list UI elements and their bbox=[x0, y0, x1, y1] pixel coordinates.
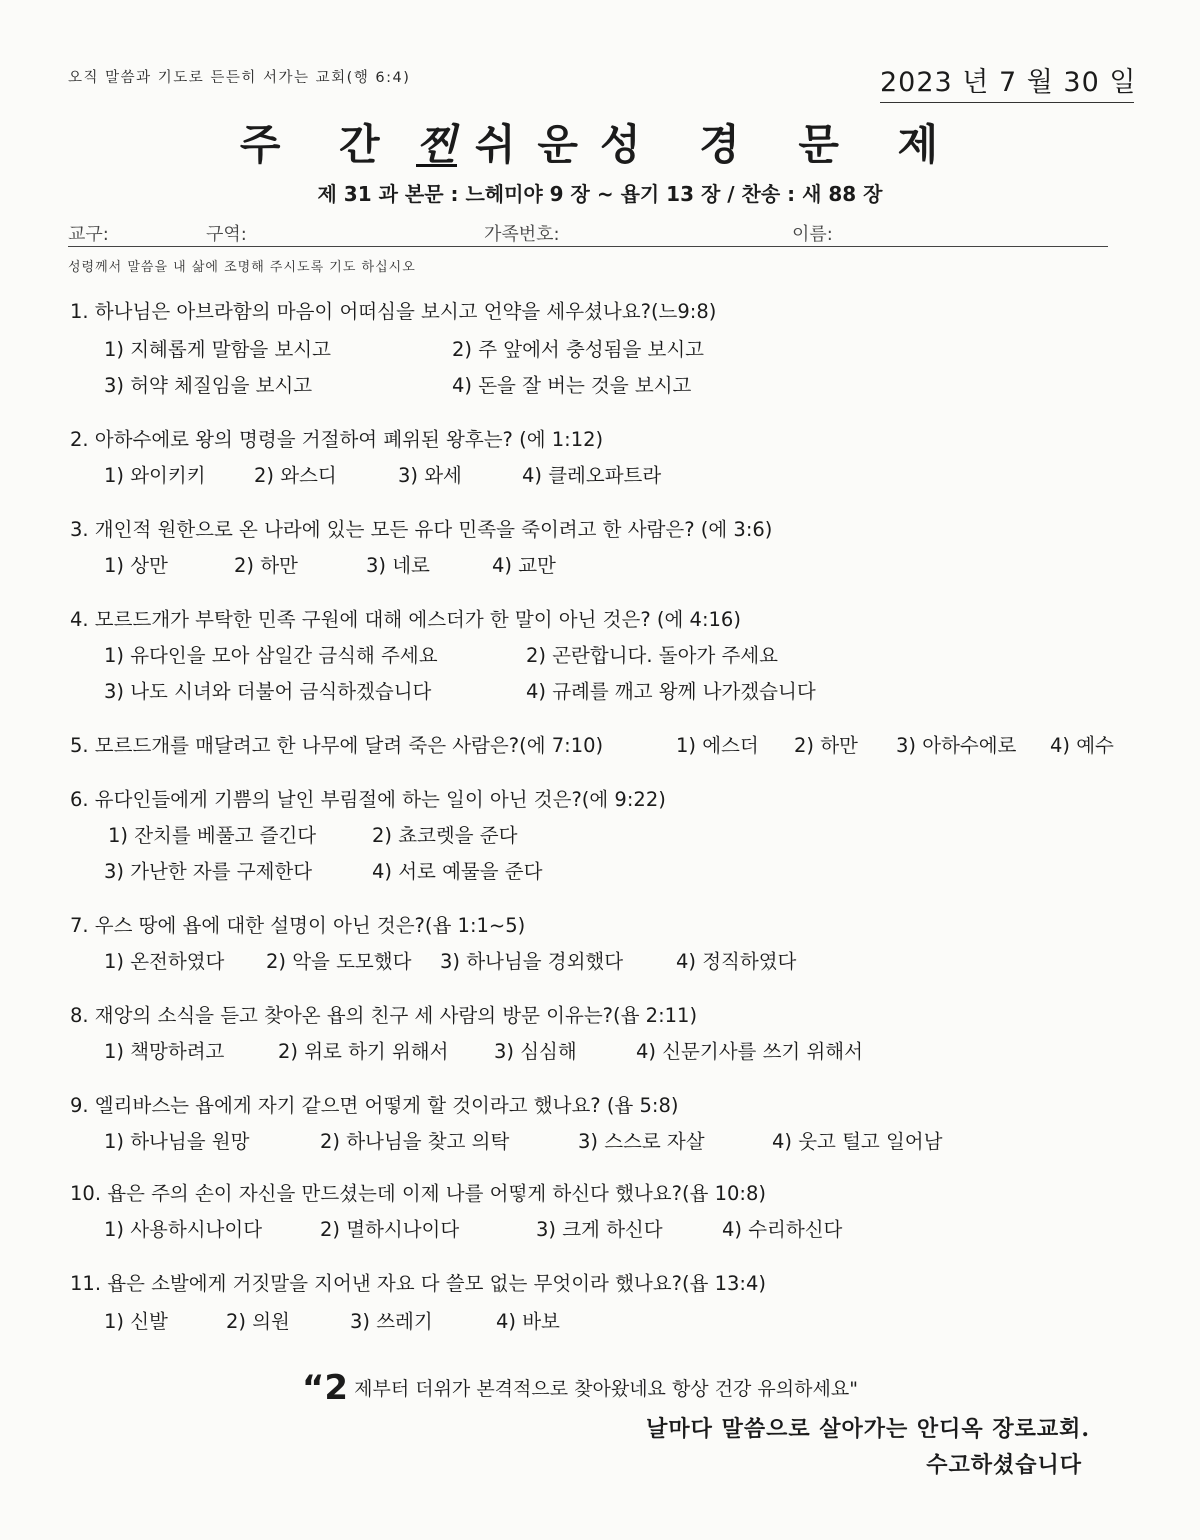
option-4[interactable]: 4) 바보 bbox=[496, 1310, 560, 1333]
quote-open: “ bbox=[302, 1368, 325, 1408]
question-text: 2. 아하수에로 왕의 명령을 거절하여 폐위된 왕후는? (에 1:12) bbox=[70, 428, 604, 451]
title-part2: 쉬운성 경 문 제 bbox=[474, 120, 961, 169]
option-3[interactable]: 3) 와세 bbox=[398, 464, 462, 487]
title-part1: 주 간 bbox=[239, 120, 402, 169]
option-4[interactable]: 4) 웃고 털고 일어남 bbox=[772, 1130, 943, 1153]
option-3[interactable]: 3) 네로 bbox=[366, 554, 430, 577]
option-4[interactable]: 4) 수리하신다 bbox=[722, 1218, 843, 1241]
option-3[interactable]: 3) 아하수에로 bbox=[896, 734, 1017, 757]
option-3[interactable]: 3) 쓰레기 bbox=[350, 1310, 433, 1333]
option-3[interactable]: 3) 가난한 자를 구제한다 bbox=[104, 860, 313, 883]
district-field[interactable]: 교구: bbox=[68, 224, 109, 245]
option-1[interactable]: 1) 사용하시나이다 bbox=[104, 1218, 263, 1241]
option-4[interactable]: 4) 예수 bbox=[1050, 734, 1114, 757]
question-text: 4. 모르드개가 부탁한 민족 구원에 대해 에스더가 한 말이 아닌 것은? (에 4:16) bbox=[70, 608, 741, 631]
closing-message bbox=[0, 1368, 1160, 1408]
option-2[interactable]: 2) 주 앞에서 충성됨을 보시고 bbox=[452, 338, 705, 361]
option-1[interactable]: 1) 에스더 bbox=[676, 734, 759, 757]
quote-text: 제부터 더위가 본격적으로 찾아왔네요 항상 건강 유의하세요" bbox=[348, 1378, 858, 1400]
option-1[interactable]: 1) 하나님을 원망 bbox=[104, 1130, 250, 1153]
title-handwritten: 찐 bbox=[416, 120, 457, 169]
quiz-date: 2023 년 7 월 30 일 bbox=[880, 60, 1134, 103]
question-text: 1. 하나님은 아브라함의 마음이 어떠심을 보시고 언약을 세우셨나요?(느9:8) bbox=[70, 300, 717, 323]
option-3[interactable]: 3) 심심해 bbox=[494, 1040, 577, 1063]
option-4[interactable]: 4) 교만 bbox=[492, 554, 556, 577]
option-4[interactable]: 4) 규례를 깨고 왕께 나가겠습니다 bbox=[526, 680, 816, 703]
option-3[interactable]: 3) 나도 시녀와 더불어 금식하겠습니다 bbox=[104, 680, 432, 703]
option-1[interactable]: 1) 책망하려고 bbox=[104, 1040, 225, 1063]
option-1[interactable]: 1) 상만 bbox=[104, 554, 168, 577]
option-2[interactable]: 2) 하만 bbox=[234, 554, 298, 577]
option-1[interactable]: 1) 온전하였다 bbox=[104, 950, 225, 973]
question-text: 10. 욥은 주의 손이 자신을 만드셨는데 이제 나를 어떻게 하신다 했나요?(욥 10:8) bbox=[70, 1182, 766, 1205]
option-4[interactable]: 4) 돈을 잘 버는 것을 보시고 bbox=[452, 374, 692, 397]
option-2[interactable]: 2) 하만 bbox=[794, 734, 858, 757]
option-2[interactable]: 2) 악을 도모했다 bbox=[266, 950, 412, 973]
option-3[interactable]: 3) 크게 하신다 bbox=[536, 1218, 663, 1241]
option-2[interactable]: 2) 의원 bbox=[226, 1310, 290, 1333]
option-2[interactable]: 2) 쵸코렛을 준다 bbox=[372, 824, 518, 847]
option-3[interactable]: 3) 허약 체질임을 보시고 bbox=[104, 374, 313, 397]
question-text: 3. 개인적 원한으로 온 나라에 있는 모든 유다 민족을 죽이려고 한 사람은? (에 3:6) bbox=[70, 518, 773, 541]
option-1[interactable]: 1) 와이키키 bbox=[104, 464, 206, 487]
info-fields-row bbox=[68, 218, 1108, 247]
question-text: 8. 재앙의 소식을 듣고 찾아온 욥의 친구 세 사람의 방문 이유는?(욥 2:11) bbox=[70, 1004, 698, 1027]
option-2[interactable]: 2) 와스디 bbox=[254, 464, 337, 487]
option-4[interactable]: 4) 서로 예물을 준다 bbox=[372, 860, 543, 883]
option-1[interactable]: 1) 신발 bbox=[104, 1310, 168, 1333]
option-4[interactable]: 4) 정직하였다 bbox=[676, 950, 797, 973]
family-number-field[interactable]: 가족번호: bbox=[484, 224, 560, 245]
option-2[interactable]: 2) 곤란합니다. 돌아가 주세요 bbox=[526, 644, 779, 667]
church-motto: 오직 말씀과 기도로 든든히 서가는 교회(행 6:4) bbox=[68, 70, 411, 86]
church-signature: 날마다 말씀으로 살아가는 안디옥 장로교회. bbox=[646, 1416, 1090, 1442]
option-1[interactable]: 1) 지혜롭게 말함을 보시고 bbox=[104, 338, 331, 361]
question-text: 6. 유다인들에게 기쁨의 날인 부림절에 하는 일이 아닌 것은?(에 9:22) bbox=[70, 788, 666, 811]
option-3[interactable]: 3) 스스로 자살 bbox=[578, 1130, 705, 1153]
lesson-subtitle: 제 31 과 본문 : 느헤미야 9 장 ~ 욥기 13 장 / 찬송 : 새 88 장 bbox=[317, 182, 883, 206]
question-text: 11. 욥은 소발에게 거짓말을 지어낸 자요 다 쓸모 없는 무엇이라 했나요?(욥 13:4) bbox=[70, 1272, 766, 1295]
quote-big-digit: 2 bbox=[324, 1368, 349, 1408]
option-4[interactable]: 4) 신문기사를 쓰기 위해서 bbox=[636, 1040, 863, 1063]
question-text: 9. 엘리바스는 욥에게 자기 같으면 어떻게 할 것이라고 했나요? (욥 5:8) bbox=[70, 1094, 679, 1117]
name-field[interactable]: 이름: bbox=[792, 224, 833, 245]
page-title bbox=[0, 112, 1200, 172]
question-text: 5. 모르드개를 매달려고 한 나무에 달려 죽은 사람은?(에 7:10) bbox=[70, 734, 604, 757]
option-2[interactable]: 2) 위로 하기 위해서 bbox=[278, 1040, 449, 1063]
zone-field[interactable]: 구역: bbox=[206, 224, 247, 245]
option-2[interactable]: 2) 멸하시나이다 bbox=[320, 1218, 460, 1241]
option-1[interactable]: 1) 유다인을 모아 삼일간 금식해 주세요 bbox=[104, 644, 438, 667]
option-3[interactable]: 3) 하나님을 경외했다 bbox=[440, 950, 624, 973]
option-4[interactable]: 4) 클레오파트라 bbox=[522, 464, 662, 487]
option-1[interactable]: 1) 잔치를 베풀고 즐긴다 bbox=[108, 824, 317, 847]
thanks-note: 수고하셨습니다 bbox=[926, 1452, 1082, 1478]
prayer-note: 성령께서 말씀을 내 삶에 조명해 주시도록 기도 하십시오 bbox=[68, 260, 416, 275]
option-2[interactable]: 2) 하나님을 찾고 의탁 bbox=[320, 1130, 510, 1153]
question-text: 7. 우스 땅에 욥에 대한 설명이 아닌 것은?(욥 1:1~5) bbox=[70, 914, 526, 937]
